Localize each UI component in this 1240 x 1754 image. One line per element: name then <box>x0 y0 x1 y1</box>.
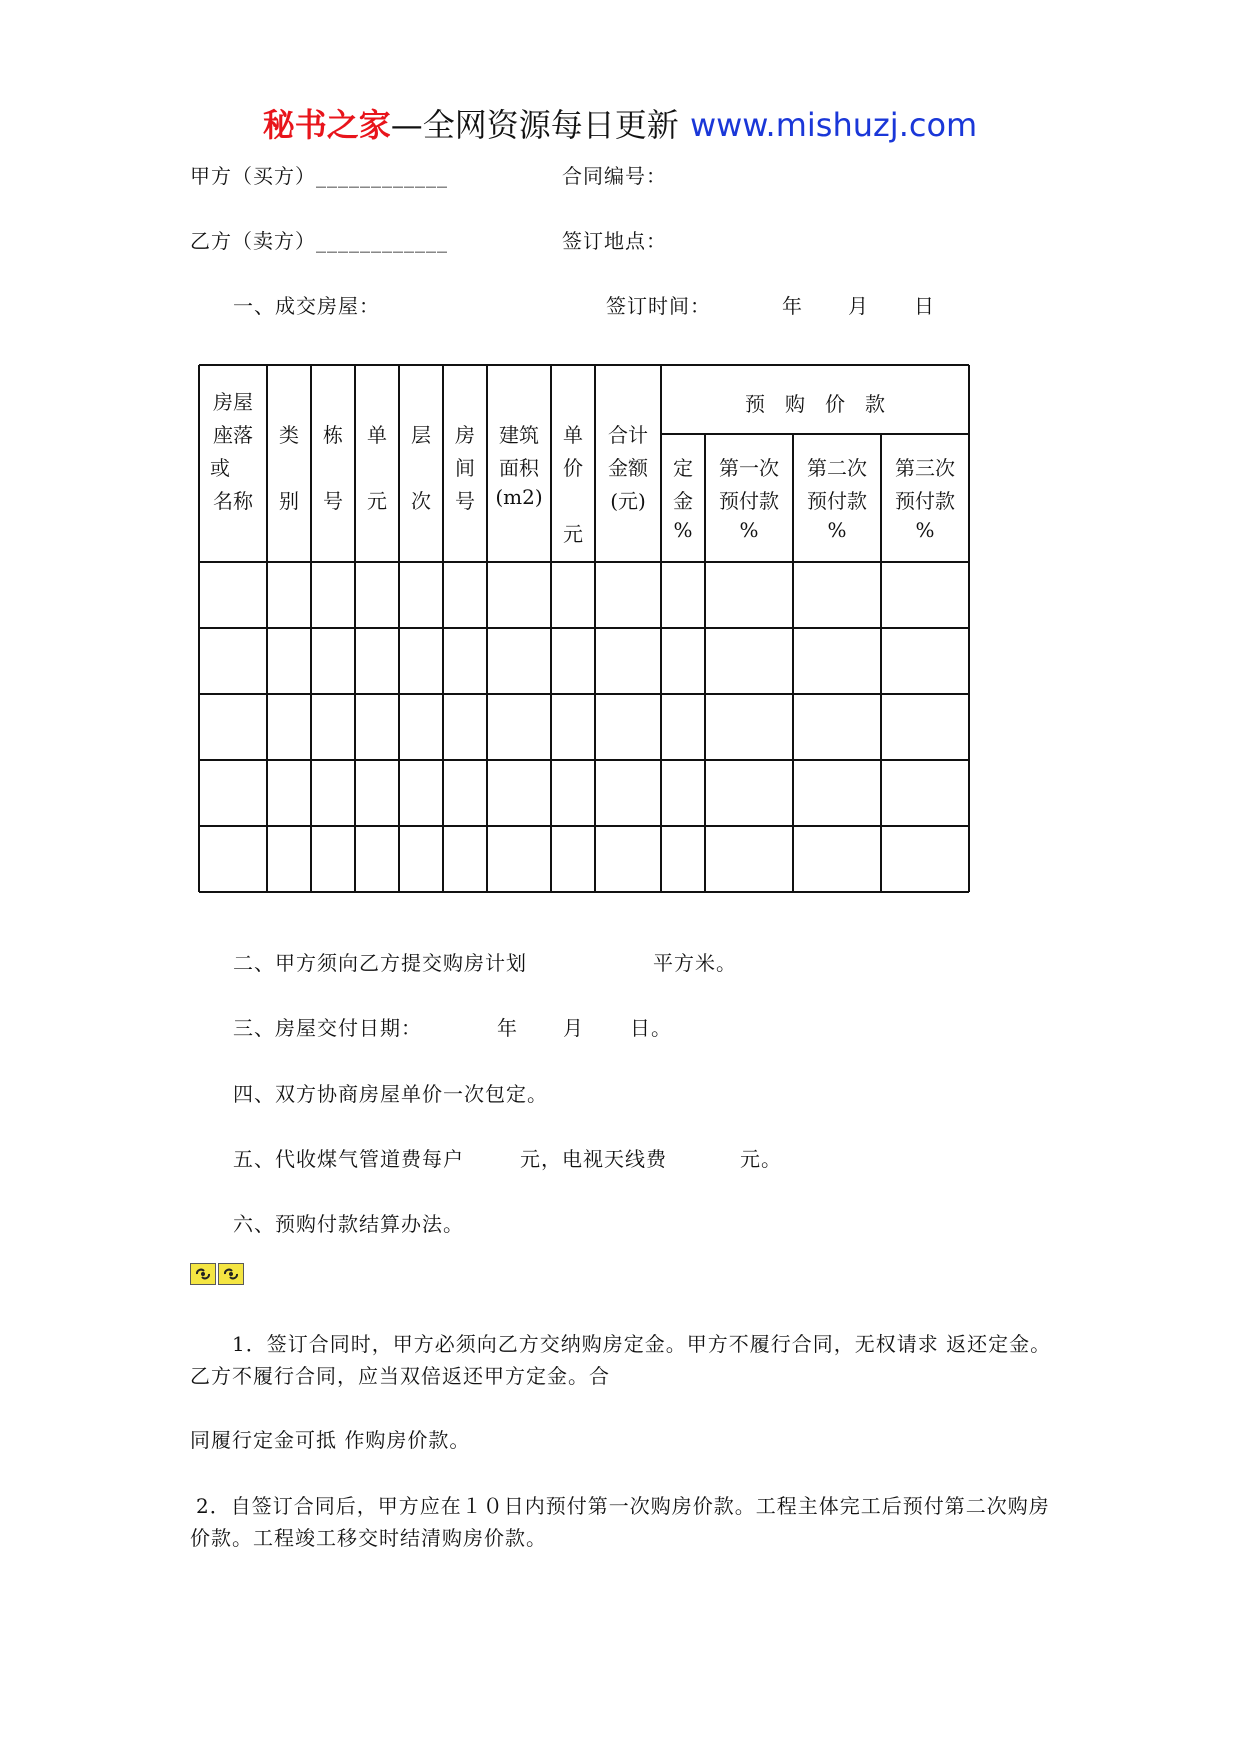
col-house-name-line2: 座落 <box>213 423 253 447</box>
col-unit-line1: 单 <box>367 423 387 447</box>
section-5-text: 五、代收煤气管道费每户 <box>233 1147 464 1171</box>
embedded-icons <box>190 1263 244 1285</box>
sign-place-label: 签订地点： <box>562 229 667 253</box>
col-type-line2: 别 <box>279 489 299 513</box>
site-url-link[interactable]: www.mishuzj.com <box>689 106 978 144</box>
section-2-text: 二、甲方须向乙方提交购房计划 <box>233 951 527 975</box>
table-grid <box>198 364 970 893</box>
col-total-line2: 金额 <box>608 456 648 480</box>
section-4-text: 四、双方协商房屋单价一次包定。 <box>233 1082 548 1106</box>
brand-name: 秘书之家 <box>262 106 391 144</box>
section-2-unit: 平方米。 <box>653 951 737 975</box>
col-third-pay-line3: % <box>915 518 935 542</box>
col-second-pay-line2: 预付款 <box>807 489 867 513</box>
col-unit-price-line1: 单 <box>563 423 583 447</box>
col-first-pay-line3: % <box>739 518 759 542</box>
col-floor-line1: 层 <box>411 423 431 447</box>
col-house-name-line3: 或 <box>210 456 230 480</box>
clause-1-paragraph: 1．签订合同时，甲方必须向乙方交纳购房定金。甲方不履行合同，无权请求 返还定金。乙方不履行合同，应当双倍返还甲方定金。合 <box>190 1332 1052 1388</box>
col-building-line2: 号 <box>323 489 343 513</box>
contract-number-label: 合同编号： <box>562 164 667 188</box>
section-1-heading: 一、成交房屋： <box>233 294 380 318</box>
col-area-line1: 建筑 <box>499 423 539 447</box>
section-5-unit: 元。 <box>740 1147 782 1171</box>
col-total-line3: (元) <box>610 489 646 513</box>
link-icon[interactable] <box>218 1263 244 1285</box>
col-deposit-line1: 定 <box>673 456 693 480</box>
site-banner <box>0 100 1240 146</box>
link-icon[interactable] <box>190 1263 216 1285</box>
col-deposit-line2: 金 <box>673 489 693 513</box>
sign-year-label: 年 <box>782 294 803 318</box>
col-area-line2: 面积 <box>499 456 539 480</box>
delivery-day-label: 日。 <box>630 1016 672 1040</box>
sign-day-label: 日 <box>914 294 935 318</box>
col-house-name-line1: 房屋 <box>213 390 253 414</box>
clause-1-continuation: 同履行定金可抵 作购房价款。 <box>190 1428 471 1452</box>
col-first-pay-line2: 预付款 <box>719 489 779 513</box>
col-deposit-line3: % <box>673 518 693 542</box>
col-unit-line2: 元 <box>367 489 387 513</box>
sign-month-label: 月 <box>848 294 869 318</box>
clause-2-paragraph: 2．自签订合同后，甲方应在１０日内预付第一次购房价款。工程主体完工后预付第二次购房价款。工程竣工移交时结清购房价款。 <box>190 1494 1050 1550</box>
seller-line: 乙方（卖方）____________ <box>190 229 448 253</box>
col-room-line3: 号 <box>455 489 475 513</box>
sign-time-label: 签订时间： <box>606 294 711 318</box>
col-unit-price-line3: 元 <box>563 522 583 546</box>
section-5-tv-fee: 元，电视天线费 <box>520 1147 667 1171</box>
col-second-pay-line3: % <box>827 518 847 542</box>
col-type-line1: 类 <box>279 423 299 447</box>
banner-tagline: —全网资源每日更新 <box>390 106 679 144</box>
col-room-line2: 间 <box>455 456 475 480</box>
col-room-line1: 房 <box>455 423 475 447</box>
col-second-pay-line1: 第二次 <box>807 456 867 480</box>
group-header-prepayment: 预 购 价 款 <box>745 392 885 416</box>
buyer-line: 甲方（买方）____________ <box>190 164 448 188</box>
col-area-line3: (m2) <box>495 485 543 509</box>
delivery-year-label: 年 <box>497 1016 518 1040</box>
house-table <box>198 364 970 893</box>
col-building-line1: 栋 <box>323 423 343 447</box>
col-third-pay-line2: 预付款 <box>895 489 955 513</box>
section-6-heading: 六、预购付款结算办法。 <box>233 1212 464 1236</box>
col-third-pay-line1: 第三次 <box>895 456 955 480</box>
col-house-name-line4: 名称 <box>213 489 253 513</box>
col-floor-line2: 次 <box>411 489 431 513</box>
col-total-line1: 合计 <box>608 423 648 447</box>
section-3-text: 三、房屋交付日期： <box>233 1016 422 1040</box>
col-unit-price-line2: 价 <box>563 456 583 480</box>
col-first-pay-line1: 第一次 <box>719 456 779 480</box>
delivery-month-label: 月 <box>563 1016 584 1040</box>
